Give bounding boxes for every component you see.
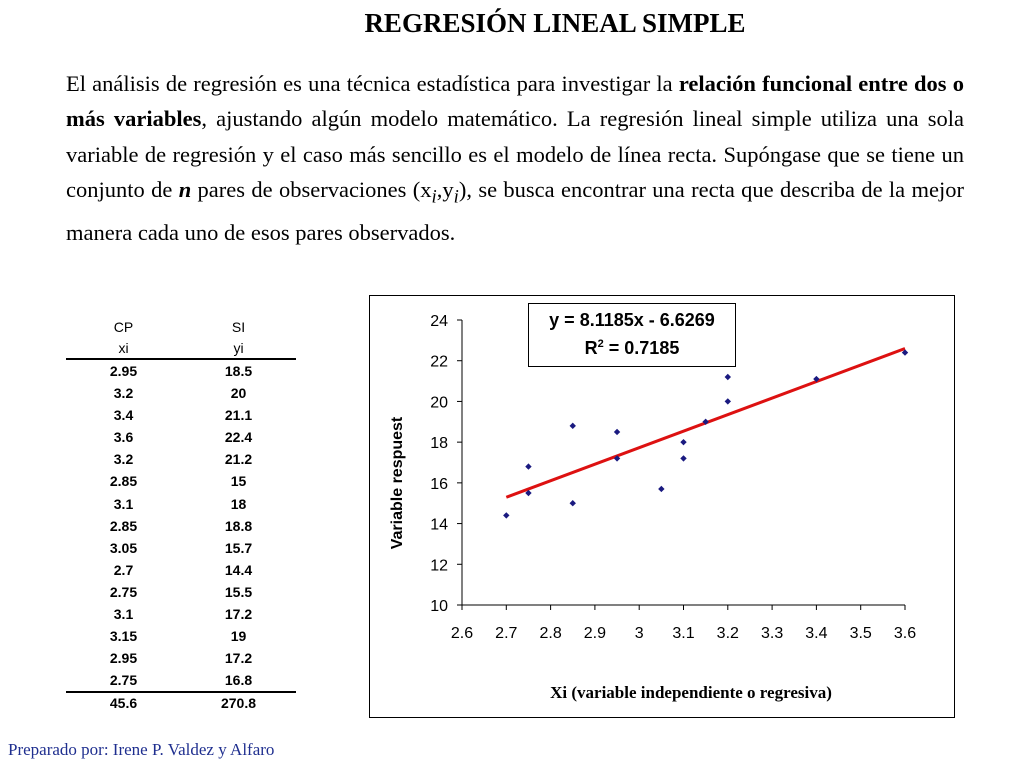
cell-x: 2.85 bbox=[109, 517, 138, 534]
y-tick-label: 10 bbox=[430, 598, 448, 615]
cell-x: 3.1 bbox=[113, 495, 134, 512]
r2-symbol: R bbox=[584, 338, 598, 358]
intro-text-2: , ajustando algún modelo matemático. La regresión lineal simple utiliza una sola variable de regresión y el caso más sencillo es el modelo de línea recta. Supóngase que se tiene un conjunto de bbox=[66, 106, 964, 202]
data-point bbox=[614, 429, 620, 435]
y-tick-label: 12 bbox=[430, 557, 448, 575]
cell-x: 3.05 bbox=[109, 539, 138, 556]
cell-y: 18.8 bbox=[224, 517, 253, 534]
regression-equation-box bbox=[528, 303, 736, 367]
data-point bbox=[503, 512, 509, 518]
x-tick-label: 2.9 bbox=[583, 625, 607, 642]
cell-x: 3.1 bbox=[113, 606, 134, 623]
footer-credit: Preparado por: Irene P. Valdez y Alfaro bbox=[8, 740, 275, 759]
y-tick-label: 18 bbox=[430, 435, 448, 453]
intro-sub-i2: i bbox=[453, 186, 459, 208]
column-header-si: SI bbox=[231, 319, 246, 335]
cell-y: 15.7 bbox=[224, 539, 253, 556]
cell-y: 15 bbox=[230, 473, 247, 490]
x-tick-label: 3.5 bbox=[849, 625, 872, 642]
cell-y: 18.5 bbox=[224, 363, 253, 379]
total-y: 270.8 bbox=[181, 692, 296, 713]
cell-x: 2.7 bbox=[113, 561, 134, 578]
y-tick-label: 22 bbox=[430, 353, 448, 371]
cell-x: 3.4 bbox=[113, 407, 134, 424]
cell-x: 3.15 bbox=[109, 628, 138, 645]
cell-y: 17.2 bbox=[224, 606, 253, 623]
x-tick-label: 3.3 bbox=[760, 625, 784, 642]
cell-x: 2.95 bbox=[109, 363, 138, 379]
x-tick-labels bbox=[451, 625, 916, 642]
y-tick-label: 20 bbox=[430, 394, 448, 412]
column-subheader-yi: yi bbox=[181, 338, 296, 359]
regression-equation: y = 8.1185x - 6.6269 bbox=[549, 310, 715, 330]
intro-text-comma: ,y bbox=[436, 176, 454, 202]
cell-x: 3.2 bbox=[113, 451, 134, 468]
cell-x: 3.6 bbox=[113, 429, 134, 446]
intro-sub-i1: i bbox=[431, 186, 437, 208]
data-point bbox=[570, 500, 576, 506]
y-tick-labels bbox=[430, 313, 448, 615]
data-point bbox=[680, 455, 686, 461]
x-tick-label: 3.2 bbox=[716, 625, 739, 642]
data-point bbox=[680, 439, 686, 445]
x-tick-label: 2.6 bbox=[450, 625, 474, 642]
total-x: 45.6 bbox=[66, 692, 181, 713]
y-axis-label: Variable respuest bbox=[389, 416, 406, 550]
x-tick-label: 3.4 bbox=[805, 625, 828, 642]
cell-x: 2.75 bbox=[109, 583, 138, 600]
y-tick-label: 16 bbox=[430, 475, 448, 493]
cell-y: 16.8 bbox=[224, 672, 253, 689]
data-point bbox=[725, 398, 731, 404]
cell-y: 18 bbox=[230, 495, 247, 512]
cell-y: 17.2 bbox=[224, 650, 253, 667]
cell-x: 2.85 bbox=[109, 473, 138, 490]
cell-y: 15.5 bbox=[224, 583, 253, 600]
r2-superscript: 2 bbox=[597, 338, 604, 350]
cell-y: 21.1 bbox=[224, 407, 253, 424]
y-tick-label: 14 bbox=[430, 516, 448, 534]
column-header-cp: CP bbox=[113, 319, 134, 335]
x-axis-label: Xi (variable independiente o regresiva) bbox=[550, 683, 832, 702]
cell-x: 2.75 bbox=[109, 672, 138, 689]
x-tick-label: 2.7 bbox=[495, 625, 518, 642]
data-points bbox=[503, 349, 908, 518]
cell-y: 22.4 bbox=[224, 429, 253, 446]
cell-y: 14.4 bbox=[224, 561, 253, 578]
intro-text-1: El análisis de regresión es una técnica estadística para investigar la bbox=[66, 71, 679, 96]
x-tick-label: 3 bbox=[634, 625, 644, 642]
x-tick-label: 2.8 bbox=[539, 625, 562, 642]
page-title: REGRESIÓN LINEAL SIMPLE bbox=[364, 8, 746, 38]
cell-y: 21.2 bbox=[224, 451, 253, 468]
data-point bbox=[658, 486, 664, 492]
r-squared-label bbox=[529, 338, 735, 359]
r2-value: = 0.7185 bbox=[603, 338, 680, 358]
intro-bold-text: relación funcional entre dos o más variables bbox=[66, 71, 964, 132]
x-tick-label: 3.6 bbox=[893, 625, 917, 642]
y-tick-label: 24 bbox=[430, 313, 448, 330]
column-subheader-xi: xi bbox=[66, 338, 181, 359]
data-point bbox=[725, 374, 731, 380]
cell-y: 19 bbox=[230, 628, 247, 645]
x-tick-label: 3.1 bbox=[672, 625, 695, 642]
intro-text-4: ), se busca encontrar una recta que describa de la mejor manera cada uno de esos pares observados. bbox=[66, 176, 964, 245]
cell-x: 3.2 bbox=[113, 385, 134, 402]
data-point bbox=[570, 423, 576, 429]
data-point bbox=[525, 463, 531, 469]
cell-y: 20 bbox=[230, 385, 247, 402]
intro-text-3: pares de observaciones (x bbox=[191, 176, 432, 202]
cell-x: 2.95 bbox=[109, 650, 138, 667]
intro-n-symbol: n bbox=[178, 176, 192, 202]
